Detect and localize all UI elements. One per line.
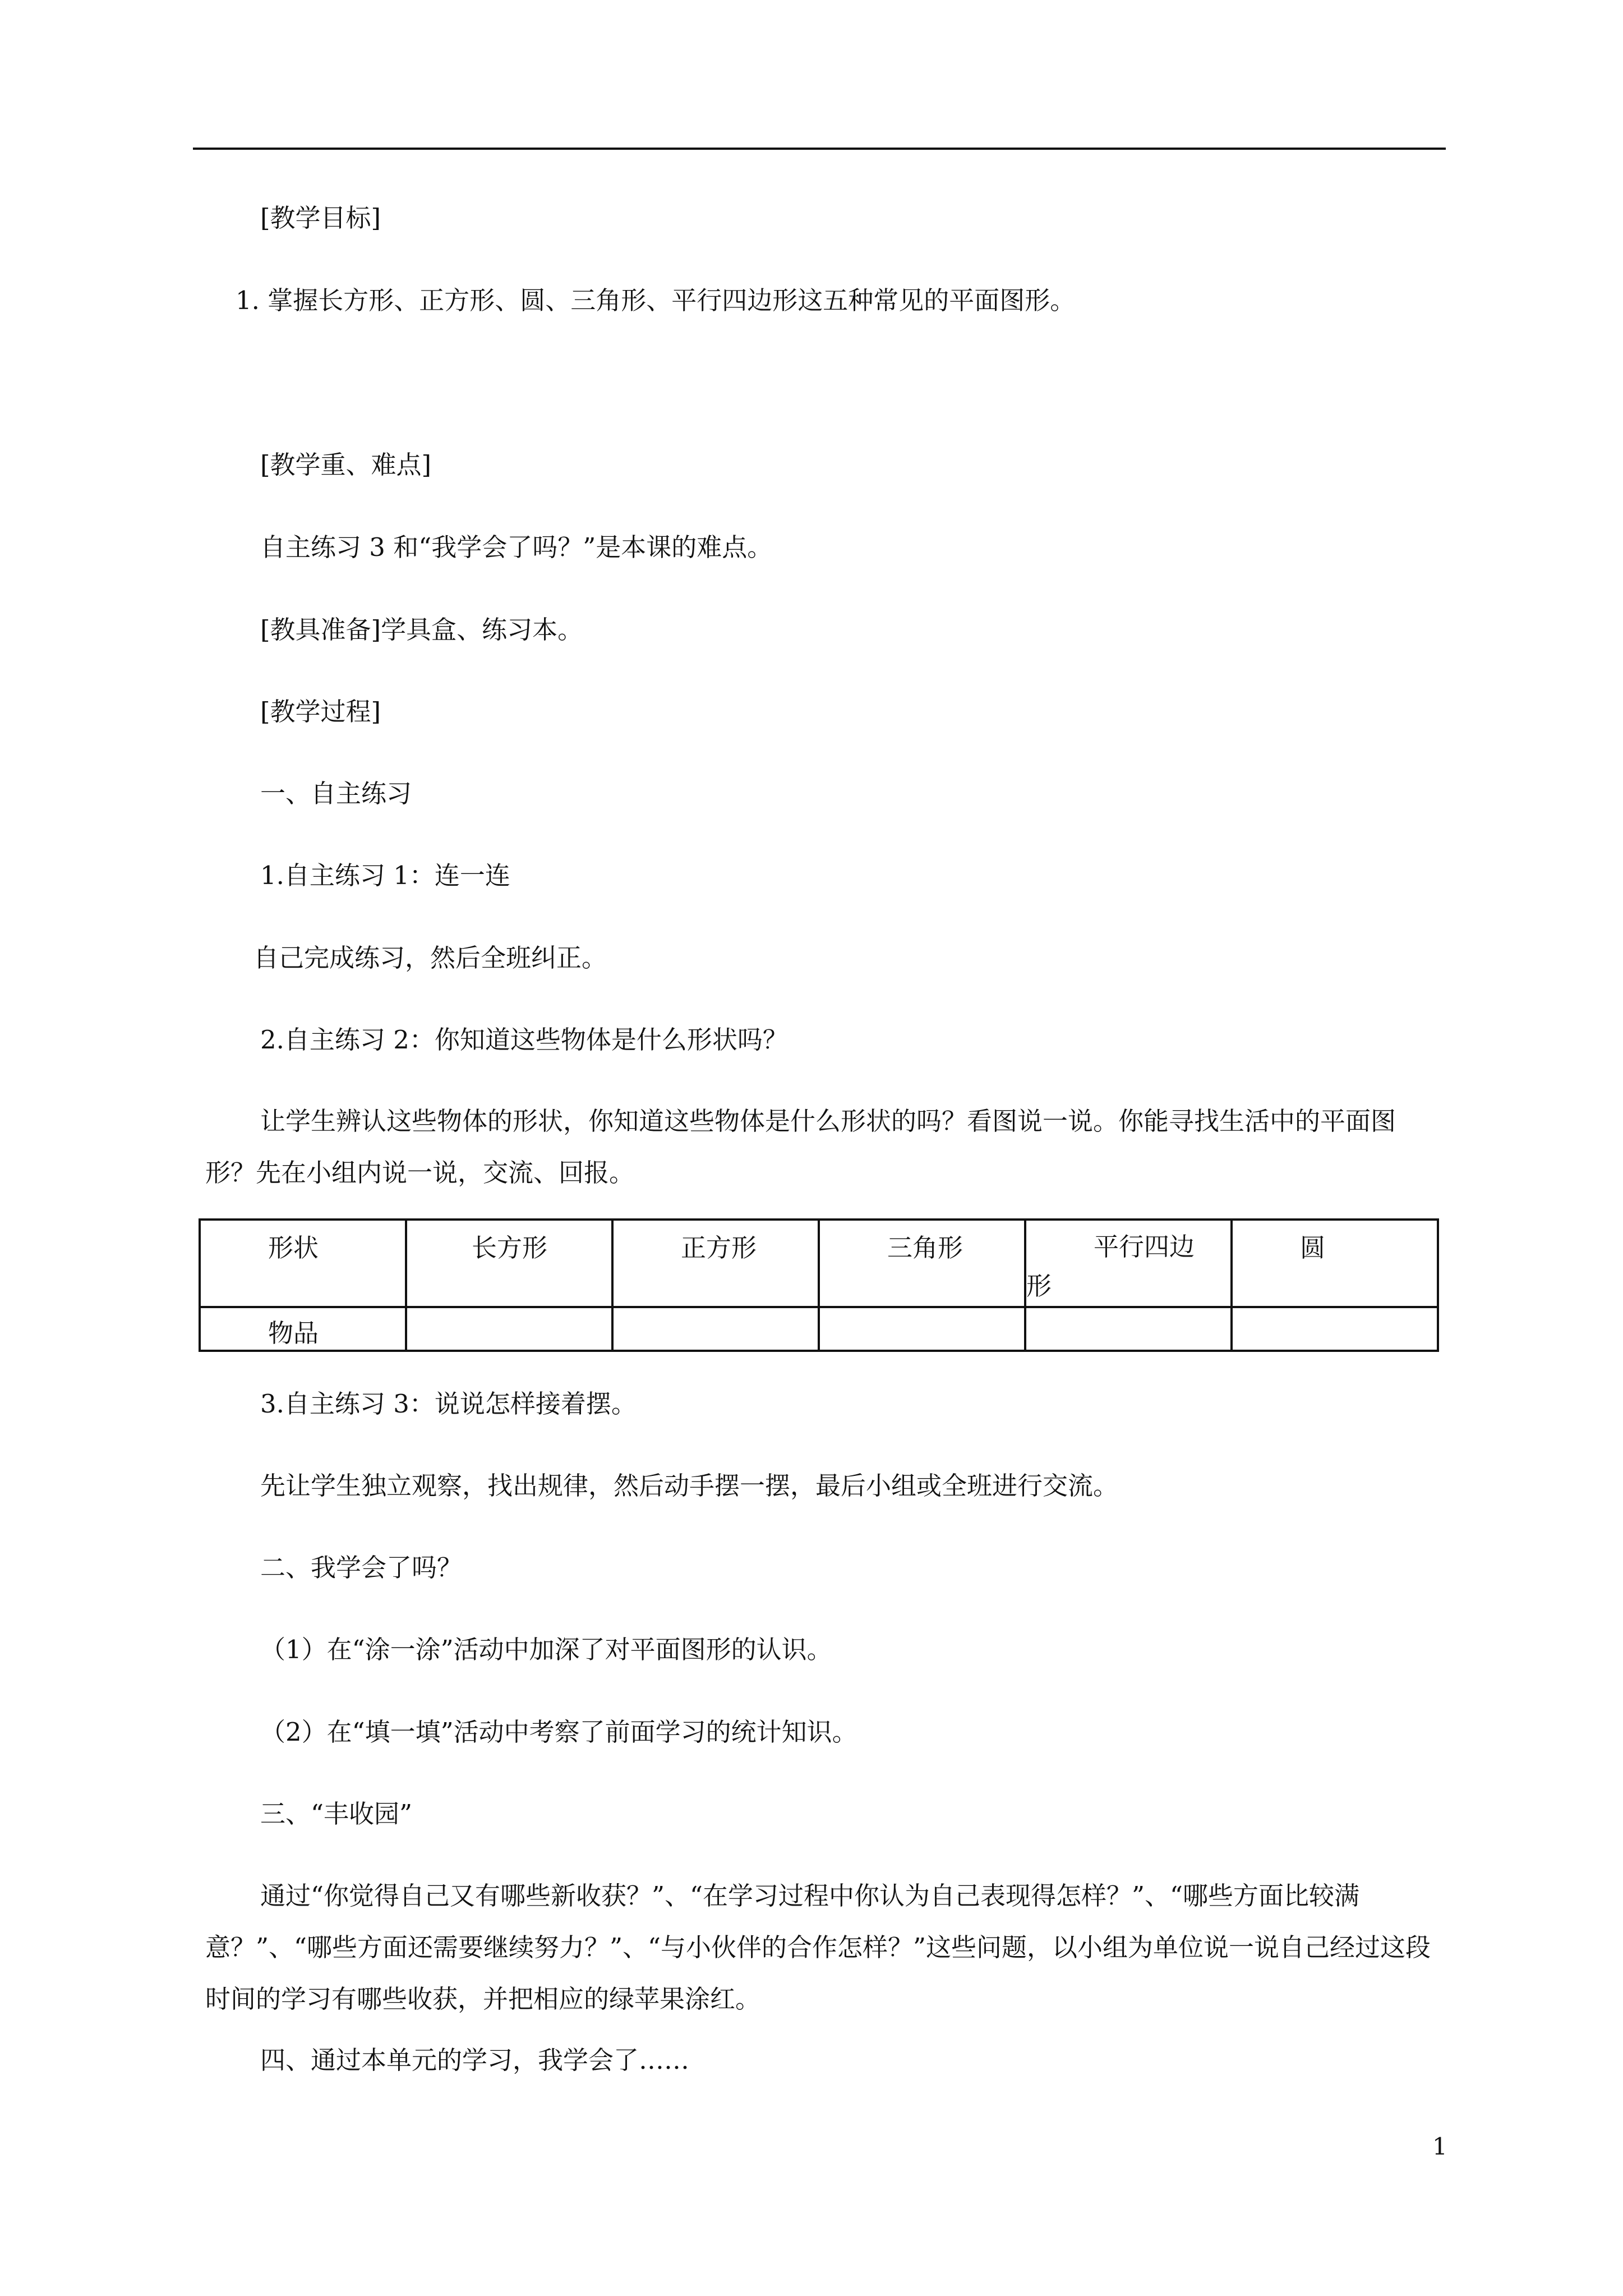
table-row xyxy=(200,1307,1438,1351)
section-4-heading: 四、通过本单元的学习，我学会了…… xyxy=(260,2045,690,2075)
item-2: （2）在“填一填”活动中考察了前面学习的统计知识。 xyxy=(260,1717,857,1747)
table-cell: 圆 xyxy=(1232,1220,1438,1307)
table-cell xyxy=(406,1307,612,1351)
exercise-1-title: 1.自主练习 1：连一连 xyxy=(260,861,510,890)
section-1-heading: 一、自主练习 xyxy=(260,779,412,808)
table-cell: 正方形 xyxy=(612,1220,819,1307)
table-row xyxy=(200,1220,1438,1307)
header-rule xyxy=(193,148,1446,150)
item-1: （1）在“涂一涂”活动中加深了对平面图形的认识。 xyxy=(260,1635,832,1664)
exercise-3-text: 先让学生独立观察，找出规律，然后动手摆一摆，最后小组或全班进行交流。 xyxy=(260,1471,1119,1501)
shapes-table xyxy=(199,1218,1439,1352)
objectives-heading: [教学目标] xyxy=(260,203,381,233)
harvest-text: 通过“你觉得自己又有哪些新收获？”、“在学习过程中你认为自己表现得怎样？”、“哪些方面比较满意？”、“哪些方面还需要继续努力？”、“与小伙伴的合作怎样？”这些问题，以小组为单位说一说自己经过这段时间的学习有哪些收获，并把相应的绿苹果涂红。 xyxy=(205,1881,1431,2014)
page-number: 1 xyxy=(1432,2133,1447,2160)
exercise-2-text: 让学生辨认这些物体的形状，你知道这些物体是什么形状的吗？看图说一说。你能寻找生活中的平面图形？先在小组内说一说，交流、回报。 xyxy=(205,1106,1396,1188)
key-points-heading: [教学重、难点] xyxy=(260,450,432,480)
table-cell xyxy=(1025,1307,1232,1351)
table-cell xyxy=(819,1307,1025,1351)
objective-1: 1. 掌握长方形、正方形、圆、三角形、平行四边形这五种常见的平面图形。 xyxy=(236,286,1076,315)
process-heading: [教学过程] xyxy=(260,697,381,726)
materials-text: [教具准备]学具盒、练习本。 xyxy=(260,615,583,645)
table-cell: 物品 xyxy=(200,1307,406,1351)
exercise-3-title: 3.自主练习 3：说说怎样接着摆。 xyxy=(260,1389,637,1419)
section-3-heading: 三、“丰收园” xyxy=(260,1799,413,1829)
section-2-heading: 二、我学会了吗？ xyxy=(260,1553,463,1582)
table-cell xyxy=(612,1307,819,1351)
key-points-text: 自主练习 3 和“我学会了吗？”是本课的难点。 xyxy=(260,532,773,562)
cell-line: 平行四边 xyxy=(1094,1232,1195,1262)
table-cell: 三角形 xyxy=(819,1220,1025,1307)
table-cell xyxy=(1232,1307,1438,1351)
exercise-1-text: 自己完成练习，然后全班纠正。 xyxy=(253,943,607,973)
table-cell: 形状 xyxy=(200,1220,406,1307)
exercise-2-title: 2.自主练习 2：你知道这些物体是什么形状吗？ xyxy=(260,1025,788,1055)
cell-line: 形 xyxy=(1026,1271,1052,1301)
table-cell xyxy=(1025,1220,1232,1307)
table-cell: 长方形 xyxy=(406,1220,612,1307)
